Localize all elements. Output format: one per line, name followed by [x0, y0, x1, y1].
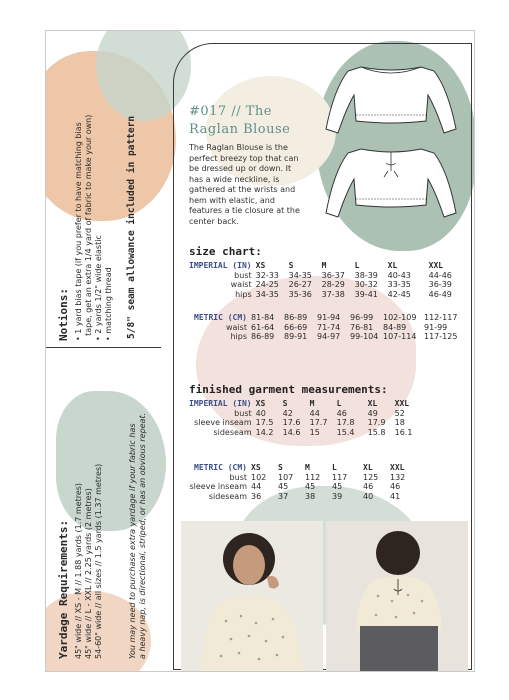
notions-item-3-text: matching thread	[104, 267, 113, 334]
pattern-page	[45, 30, 475, 672]
cell: 42-45	[387, 289, 411, 299]
size-s: S	[288, 261, 294, 270]
blouse-back-drawing	[316, 141, 466, 223]
cell: 117	[332, 472, 348, 482]
cell: 132	[390, 472, 406, 482]
table-row	[189, 313, 460, 323]
row-label: hips	[230, 332, 247, 341]
cell: 38	[305, 491, 316, 501]
metric-label: METRIC (CM)	[194, 463, 247, 472]
cell: 33-35	[387, 280, 411, 289]
cell: 17.8	[336, 418, 355, 427]
cell: 17.7	[309, 418, 328, 427]
size-s: S	[278, 463, 283, 472]
cell: 44-46	[428, 270, 452, 280]
cell: 40	[255, 408, 266, 418]
notions-item-2: • 2 yards 1/2" wide elastic	[94, 235, 103, 341]
size-l: L	[336, 399, 342, 408]
row-label: hips	[235, 289, 252, 299]
finished-imperial-table	[189, 399, 415, 437]
cell: 102	[251, 472, 267, 482]
cell: 86-89	[251, 332, 275, 341]
cell: 42	[282, 408, 293, 418]
cell: 66-69	[284, 322, 308, 332]
cell: 94-97	[317, 332, 341, 341]
cell: 30-32	[354, 280, 378, 289]
imperial-label: IMPERIAL (IN)	[189, 399, 252, 408]
cell: 46-49	[428, 289, 452, 299]
notions-item-1b	[84, 115, 94, 341]
left-column-divider	[46, 347, 161, 348]
cell: 102-109	[383, 313, 417, 322]
size-l: L	[354, 261, 360, 270]
cell: 17.9	[367, 418, 386, 427]
size-s: S	[282, 399, 288, 408]
table-row	[189, 409, 415, 419]
cell: 44	[309, 408, 320, 418]
cell: 15	[309, 427, 320, 437]
size-xxl: XXL	[428, 261, 444, 270]
size-xs: XS	[255, 261, 266, 270]
notions-item-3: • matching thread	[104, 267, 113, 341]
cell: 35-36	[288, 289, 312, 299]
cell: 99-104	[350, 332, 379, 341]
cell: 40-43	[387, 270, 411, 280]
cell: 28-29	[321, 280, 345, 289]
cell: 45	[332, 482, 343, 491]
cell: 15.8	[367, 427, 386, 437]
table-row	[189, 332, 460, 342]
seam-allowance-note: 5/8" seam allowance included in pattern	[126, 115, 137, 339]
table-row	[189, 323, 460, 333]
cell: 45	[305, 482, 316, 491]
blouse-front-drawing	[316, 59, 466, 139]
cell: 117-125	[424, 332, 458, 341]
cell: 39	[332, 491, 343, 501]
cell: 91-94	[317, 313, 341, 322]
size-header-row	[189, 463, 408, 473]
yardage-line-1: 45" wide // XS - M // 1.88 yards (1.7 metres)	[74, 482, 83, 659]
pattern-description: The Raglan Blouse is the perfect breezy top that can be dressed up or down. It has a wide neckline, is gathered at the wrists and hem with elastic, and features a tie closure at the center back.	[189, 143, 300, 226]
cell: 18	[394, 418, 405, 427]
size-xl: XL	[363, 463, 373, 472]
size-header-row	[189, 399, 415, 409]
model-back-illustration	[326, 521, 468, 671]
table-row	[189, 492, 408, 502]
notions-item-1: • 1 yard bias tape (if you prefer to have matching bias	[74, 122, 83, 341]
cell: 41	[390, 491, 401, 501]
imperial-label: IMPERIAL (IN)	[189, 261, 252, 270]
pattern-name: Raglan Blouse	[189, 122, 291, 137]
size-xl: XL	[367, 399, 378, 408]
notions-heading: Notions:	[57, 288, 70, 341]
table-row	[189, 271, 455, 281]
notions-item-1b-text: tape, get an extra 1/4 yard of fabric to make your own)	[84, 114, 93, 336]
cell: 36	[251, 491, 262, 501]
yardage-line-2: 45" wide // L - XXL // 2.25 yards (2 metres)	[84, 488, 93, 659]
model-photo-back	[326, 521, 468, 671]
cell: 107-114	[383, 332, 417, 341]
row-label: sleeve inseam	[189, 482, 247, 491]
table-row	[189, 280, 455, 290]
pattern-title	[189, 103, 290, 139]
metric-label: METRIC (CM)	[194, 313, 247, 322]
size-xs: XS	[251, 463, 261, 472]
cell: 39-41	[354, 289, 378, 299]
notions-item-2-text: 2 yards 1/2" wide elastic	[94, 235, 103, 334]
cell: 91-99	[424, 322, 448, 332]
cell: 76-81	[350, 322, 374, 332]
size-xl: XL	[387, 261, 398, 270]
cell: 89-91	[284, 332, 308, 341]
cell: 52	[394, 408, 405, 418]
notions-item-1-text: 1 yard bias tape (if you prefer to have matching bias	[74, 122, 83, 334]
cell: 84-89	[383, 322, 407, 332]
cell: 17.5	[255, 418, 274, 427]
row-label: sleeve inseam	[194, 418, 252, 427]
table-row	[189, 418, 415, 428]
size-l: L	[332, 463, 337, 472]
model-front-illustration	[181, 521, 323, 671]
size-chart-heading: size chart:	[189, 245, 262, 258]
size-header-row	[189, 261, 455, 271]
yardage-note-1: You may need to purchase extra yardage if your fabric has	[128, 423, 137, 659]
yardage-line-3: 54-60" wide // all sizes // 1.5 yards (1.37 metres)	[94, 463, 103, 659]
cell: 112	[305, 472, 321, 482]
cell: 37-38	[321, 289, 345, 299]
cell: 16.1	[394, 427, 413, 437]
size-xxl: XXL	[394, 399, 410, 408]
size-xxl: XXL	[390, 463, 405, 472]
cell: 37	[278, 491, 289, 501]
cell: 49	[367, 408, 378, 418]
cell: 40	[363, 491, 374, 501]
cell: 112-117	[424, 313, 458, 322]
size-m: M	[321, 261, 327, 270]
model-photo-front	[181, 521, 323, 671]
table-row	[189, 428, 415, 438]
row-label: sideseam	[213, 427, 252, 437]
cell: 36-39	[428, 280, 452, 289]
size-m: M	[309, 399, 315, 408]
size-chart-metric-table	[189, 313, 460, 342]
cell: 86-89	[284, 313, 308, 322]
cell: 32-33	[255, 270, 279, 280]
row-label: waist	[226, 322, 247, 332]
left-column	[46, 31, 171, 671]
pattern-number: #017 // The	[189, 104, 272, 119]
cell: 107	[278, 472, 294, 482]
cell: 46	[336, 408, 347, 418]
cell: 14.6	[282, 427, 301, 437]
cell: 34-35	[255, 289, 279, 299]
row-label: waist	[230, 280, 252, 289]
cell: 61-64	[251, 322, 275, 332]
cell: 44	[251, 482, 262, 491]
yardage-note-2: a heavy nap, is directional, striped, or has an obvious repeat.	[138, 412, 147, 659]
cell: 17.6	[282, 418, 301, 427]
row-label: sideseam	[208, 491, 247, 501]
yardage-heading: Yardage Requirements:	[57, 519, 70, 659]
cell: 125	[363, 472, 379, 482]
cell: 34-35	[288, 270, 312, 280]
size-xs: XS	[255, 399, 266, 408]
cell: 96-99	[350, 313, 374, 322]
table-row	[189, 482, 408, 492]
cell: 14.2	[255, 427, 274, 437]
cell: 45	[278, 482, 289, 491]
cell: 46	[363, 482, 374, 491]
finished-heading: finished garment measurements:	[189, 383, 388, 396]
cell: 71-74	[317, 322, 341, 332]
finished-metric-table	[189, 463, 408, 501]
size-m: M	[305, 463, 310, 472]
cell: 46	[390, 482, 401, 491]
table-row	[189, 473, 408, 483]
row-label: bust	[229, 472, 247, 482]
cell: 38-39	[354, 270, 378, 280]
row-label: bust	[234, 408, 252, 418]
cell: 81-84	[251, 313, 275, 322]
cell: 26-27	[288, 280, 312, 289]
cell: 24-25	[255, 280, 279, 289]
size-chart-imperial-table	[189, 261, 455, 299]
cell: 36-37	[321, 270, 345, 280]
row-label: bust	[234, 270, 252, 280]
cell: 15.4	[336, 427, 355, 437]
table-row	[189, 290, 455, 300]
